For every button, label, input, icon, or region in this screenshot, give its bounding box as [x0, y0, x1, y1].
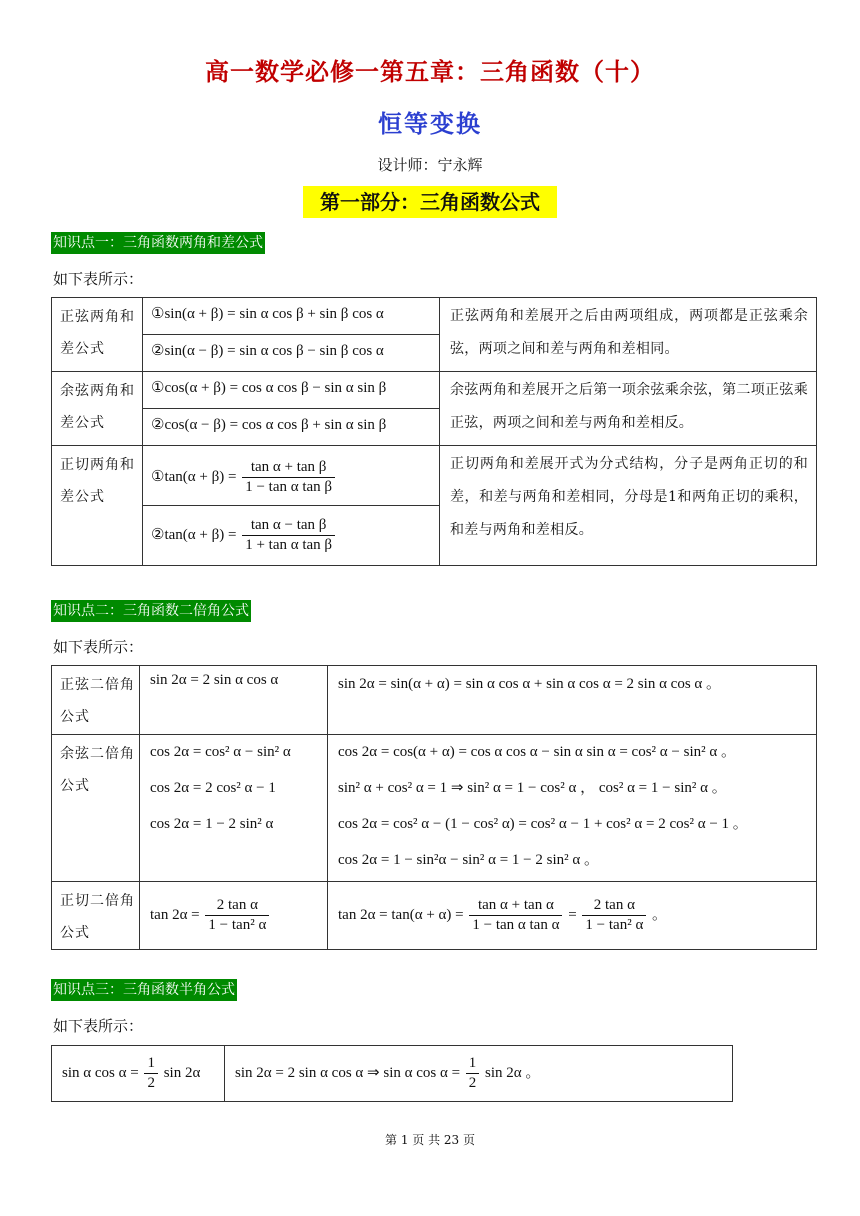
table-row-label: 正切两角和差公式: [52, 446, 143, 566]
formula-suffix: sin 2α: [163, 1064, 201, 1081]
page-footer: 第 1 页 共 23 页: [385, 1133, 475, 1147]
fraction-numerator: 1: [466, 1055, 480, 1074]
formula-prefix: ②tan(α + β) =: [151, 526, 237, 543]
double-angle-table: [51, 665, 817, 950]
formula-cell: [143, 446, 440, 506]
fraction-denominator: 1 − tan α tan β: [245, 479, 333, 495]
formula-cell: [52, 1046, 225, 1102]
formula-line: cos 2α = 1 − 2 sin² α: [150, 816, 274, 832]
derivation-cell: [328, 882, 817, 950]
fraction-numerator: 1: [144, 1055, 158, 1074]
document-title: 高一数学必修一第五章：三角函数（十）: [205, 58, 655, 86]
table-row-label: 正弦两角和差公式: [52, 298, 143, 372]
fraction-numerator: 2 tan α: [205, 897, 269, 916]
formula-cell: ①sin(α + β) = sin α cos β + sin β cos α: [143, 298, 440, 335]
section-intro-1: 如下表所示：: [53, 270, 144, 288]
formula-prefix: tan 2α =: [150, 906, 200, 923]
fraction-denominator: 2: [468, 1075, 477, 1091]
formula-suffix: sin 2α 。: [485, 1064, 541, 1081]
table-row-label: 正弦二倍角公式: [52, 666, 140, 735]
fraction: [242, 517, 335, 554]
table-row-label: 余弦两角和差公式: [52, 372, 143, 446]
formula-prefix: sin α cos α =: [62, 1064, 139, 1081]
fraction-denominator: 1 + tan α tan β: [245, 537, 333, 553]
formula-cell: ②cos(α − β) = cos α cos β + sin α sin β: [143, 409, 440, 446]
formula-cell: [143, 506, 440, 566]
document-subtitle: 恒等变换: [378, 110, 482, 138]
formula-cell: [140, 882, 328, 950]
derivation-cell: sin 2α = sin(α + α) = sin α cos α + sin α cos α = 2 sin α cos α 。: [328, 666, 817, 735]
fraction: [469, 897, 562, 934]
formula-cell: sin 2α = 2 sin α cos α: [140, 666, 328, 735]
fraction-denominator: 1 − tan² α: [208, 917, 267, 933]
fraction: [582, 897, 646, 934]
sum-difference-table: [51, 297, 817, 566]
fraction: [205, 897, 269, 934]
derivation-line: cos 2α = cos(α + α) = cos α cos α − sin α sin α = cos² α − sin² α 。: [338, 744, 736, 760]
fraction: [144, 1055, 158, 1092]
derivation-cell: [328, 735, 817, 882]
formula-prefix: sin 2α = 2 sin α cos α ⇒ sin α cos α =: [235, 1064, 461, 1081]
equals-sign: =: [568, 906, 577, 923]
description-cell: 正弦两角和差展开之后由两项组成，两项都是正弦乘余弦，两项之间和差与两角和差相同。: [440, 298, 817, 372]
section-intro-3: 如下表所示：: [53, 1017, 144, 1035]
table-row-label: 正切二倍角公式: [52, 882, 140, 950]
formula-end: 。: [652, 906, 668, 923]
section-heading-3: 知识点三：三角函数半角公式: [51, 979, 237, 1001]
fraction-denominator: 1 − tan² α: [585, 917, 644, 933]
fraction-numerator: tan α + tan β: [242, 459, 335, 478]
section-intro-2: 如下表所示：: [53, 638, 144, 656]
formula-cell: ②sin(α − β) = sin α cos β − sin β cos α: [143, 335, 440, 372]
fraction-numerator: tan α − tan β: [242, 517, 335, 536]
fraction-denominator: 1 − tan α tan α: [472, 917, 560, 933]
fraction-numerator: tan α + tan α: [469, 897, 562, 916]
formula-cell: [140, 735, 328, 882]
derivation-cell: [225, 1046, 733, 1102]
derivation-line: cos 2α = cos² α − (1 − cos² α) = cos² α − 1 + cos² α = 2 cos² α − 1 。: [338, 816, 748, 832]
section-heading-1: 知识点一：三角函数两角和差公式: [51, 232, 265, 254]
section-heading-2: 知识点二：三角函数二倍角公式: [51, 600, 251, 622]
table-row-label: 余弦二倍角公式: [52, 735, 140, 882]
formula-cell: ①cos(α + β) = cos α cos β − sin α sin β: [143, 372, 440, 409]
formula-prefix: tan 2α = tan(α + α) =: [338, 906, 464, 923]
fraction: [242, 459, 335, 496]
part-heading: 第一部分：三角函数公式: [303, 186, 557, 218]
fraction: [466, 1055, 480, 1092]
formula-line: cos 2α = 2 cos² α − 1: [150, 780, 276, 796]
fraction-numerator: 2 tan α: [582, 897, 646, 916]
description-cell: 正切两角和差展开式为分式结构，分子是两角正切的和差，和差与两角和差相同，分母是1和两角正切的乘积，和差与两角和差相反。: [440, 446, 817, 566]
designer-line: 设计师：宁永辉: [377, 156, 483, 174]
formula-prefix: ①tan(α + β) =: [151, 468, 237, 485]
fraction-denominator: 2: [147, 1075, 155, 1091]
formula-line: cos 2α = cos² α − sin² α: [150, 744, 291, 760]
description-cell: 余弦两角和差展开之后第一项余弦乘余弦，第二项正弦乘正弦，两项之间和差与两角和差相反。: [440, 372, 817, 446]
derivation-line: cos 2α = 1 − sin²α − sin² α = 1 − 2 sin² α 。: [338, 852, 599, 868]
derivation-line: sin² α + cos² α = 1 ⇒ sin² α = 1 − cos² α ， cos² α = 1 − sin² α 。: [338, 780, 727, 796]
half-angle-table: [51, 1045, 733, 1102]
